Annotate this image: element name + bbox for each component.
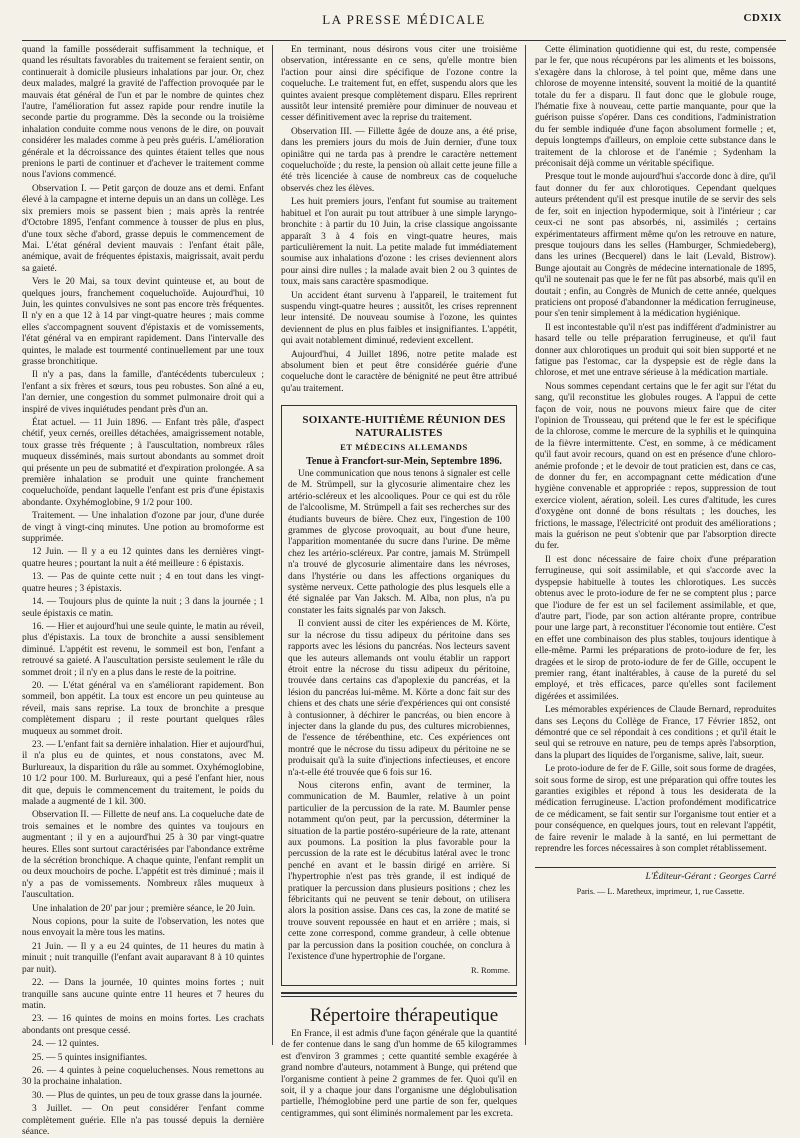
paragraph: 26. — 4 quintes à peine coqueluchenses. Nous remettons au 30 la prochaine inhalation. [22,1065,264,1088]
column-left [22,45,272,1137]
repertoire-title: Répertoire thérapeutique [309,1004,499,1026]
paragraph: 14. — Toujours plus de quinte la nuit ; 3 dans la journée ; 1 seule épistaxis ce matin. [22,597,264,619]
paragraph: quand la famille posséderait suffisamment la technique, et quand les résultats favorables du traitement se feraient sentir, on continuerait à domicile plusieurs inhalations par jour. Or, chez deux malades, malgré la gravité de l'affection provoquée par le mauvais état général de l'un et par le nombre de quintes chez l'autre, l'amélioration fut assez rapide pour rendre inutile la seconde partie du programme. Dès la seconde ou la troisième inhalation conduite comme nous venons de le dire, on pouvait considérer les malades comme à peu près guéris. L'amélioration générale et la décroissance des quintes étaient telles que nous prenions le parti de continuer et d'achever le traitement comme nous l'avions commencé. [22,45,264,181]
paragraph: 3 Juillet. — On peut considérer l'enfant comme complètement guérie. Elle n'a pas toussé depuis la dernière séance. [22,1104,264,1137]
paragraph: État actuel. — 11 Juin 1896. — Enfant très pâle, d'aspect chétif, yeux cernés, oreilles détachées, amaigrissement notable, toux grasse très fréquente ; à l'auscultation, nombreux râles muqueux disséminés, mais surtout abondants au sommet droit qui présente un peu de submatité et d'expiration prolongée. A sa première inhalation se produit une quinte franchement coqueluchoïde, pendant laquelle l'enfant est pris d'une épistaxis abondante. Oxyhémoglobine, 9 1/2 pour 100. [22,418,264,508]
paragraph: Il est donc nécessaire de faire choix d'une préparation ferrugineuse, qui soit assimilable, et qui s'accorde avec la dyspepsie habituelle à toutes les chlorotiques. Les succès obtenus avec le proto-iodure de fer ne se comptent plus ; parce que l'iodure de fer est un sel facilement assimilable, et que, d'autre part, l'iode, par son action altérante propre, contribue pour une large part, à reconstituer l'économie tout entière. C'est en effet une combinaison des plus stables, toujours identique à elle-même. Parmi les préparations de proto-iodure de fer, les dragées et le sirop de proto-iodure de fer de Gille, occupent le premier rang, étant inaltérables, à cause de la pureté du sel employé, et très efficaces, parce qu'elles sont facilement digérées et assimilées. [535,554,776,702]
congress-title: SOIXANTE-HUITIÈME RÉUNION DES NATURALISTES [302,414,506,440]
paragraph: Aujourd'hui, 4 Juillet 1896, notre petite malade est absolument bien et peut être considérée guérie d'une coqueluche dont le caractère de bénignité ne peut être attribué qu'au traitement. [281,349,517,394]
congress-report-box [281,405,517,986]
paragraph: Vers le 20 Mai, sa toux devint quinteuse et, au bout de quelques jours, franchement coqueluchoïde. Aujourd'hui, 10 Juin, les quintes convulsives ne sont pas encore très fréquentes. Il n'y en a que 12 à 14 par vingt-quatre heures ; mais comme elles s'accompagnent souvent d'épistaxis et de vomissements, l'état général va en empirant rapidement. Dans l'intervalle des quintes, le malade est tourmenté continuellement par une toux grasse bronchitique. [22,277,264,367]
column-right [526,45,776,1045]
imprint [535,867,776,897]
paragraph: Les huit premiers jours, l'enfant fut soumise au traitement habituel et l'on aurait pu tout attribuer à une simple laryngo-bronchite : à partir du 10 Juin, la crise classique angoissante apparaît 3 à 4 fois en vingt-quatre heures, mais particulièrement la nuit. La petite malade fut immédiatement soumise aux inhalations d'ozone : les crises deviennent alors pour ainsi dire nulles ; la malade avait bien 2 ou 3 quintes de toux, mais sans caractère spasmodique. [281,197,517,288]
observation-1: Observation I. — Petit garçon de douze ans et demi. Enfant élevé à la campagne et interne depuis un an dans un collège. Les six premiers mois se passent bien ; mais après la rentrée d'Octobre 1895, l'enfant commence à tousser de plus en plus, d'une toux sèche d'abord, grasse depuis le commencement de Mai. L'état général devient mauvais : l'enfant était pâle, anémique, avait de fréquentes épistaxis, maigrissait, avait perdu sa gaieté. [22,183,264,274]
paragraph: Il est incontestable qu'il n'est pas indifférent d'administrer au hasard telle ou telle préparation ferrugineuse, et qu'il faut donner aux chlorotiques un produit qui soit bien supporté et ne fatigue pas l'estomac, car la dyspepsie est de règle dans la chlorose, et met une entrave sérieuse à la médication martiale. [535,322,776,379]
section-divider [281,992,517,997]
column-middle [272,45,526,1119]
paragraph: 16. — Hier et aujourd'hui une seule quinte, le matin au réveil, plus d'épistaxis. La toux de bronchite a aussi sensiblement diminué. L'appétit est revenu, le sommeil est bon, l'enfant a retrouvé sa gaieté. A l'auscultation persiste seulement le râle du sommet droit ; il n'y en a plus dans le reste de la poitrine. [22,621,264,678]
paragraph: 23. — 16 quintes de moins en moins fortes. Les crachats abondants ont presque cessé. [22,1014,264,1036]
paragraph: Presque tout le monde aujourd'hui s'accorde donc à dire, qu'il faut donner du fer aux chlorotiques. Cependant quelques auteurs prétendent qu'il est presque inutile de se servir des sels de fer, soit en injection hypodermique, soit à l'intérieur ; car ceux-ci ne sont pas absorbés, ni, assimilés ; certains expérimentateurs affirment même qu'on les retrouve en nature, presque toujours dans les selles (Hamburger, Schmiedeberg), dans les urines (Becquerel) dans le lait (Levald, Bistrow). Bunge ajoutait au Congrès de médecine internationale de 1895, qu'il ne soutenait pas que le fer ne fût pas absorbé, mais qu'il en doutait ; enfin, au Congrès de Munich de cette année, quelques praticiens ont proposé d'abandonner la médication ferrugineuse, pour s'en tenir simplement à la médication hygiénique. [535,172,776,320]
page-number: CDXIX [743,12,782,24]
text-columns [22,45,786,1137]
congress-meta: Tenue à Francfort-sur-Mein, Septembre 1896. [306,455,502,467]
journal-title: LA PRESSE MÉDICALE [322,12,486,27]
paragraph: Une communication que nous tenons à signaler est celle de M. Strümpell, sur la glycosurie alimentaire chez les artério-scléreux et les alcooliques. Pour ce qui est du rôle de l'alcoolisme, M. Strümpell a fait ses recherches sur des étudiants buveurs de bière. Chez eux, l'ingestion de 100 grammes de glycose provoquait, au bout d'une heure, l'apparition momentanée du sucre dans l'urine. De même chez les artério-scléreux. Par contre, jamais M. Strümpell n'a trouvé de glycosurie alimentaire dans les névroses, dans l'hystérie ou dans les affections organiques du système nerveux. Cette pathologie des plus lesquels elle a été signalée par Van Jaksch. M. Alba, non plus, n'a pu constater les faits signalés par von Jaksch. [288,469,510,616]
congress-subtitle: ET MÉDECINS ALLEMANDS [340,442,468,453]
page-header [22,0,786,41]
paragraph: 24. — 12 quintes. [32,1039,99,1050]
paragraph: Il convient aussi de citer les expériences de M. Körte, sur la nécrose du tissu adipeux du péritoine dans ses rapports avec les lésions du pancréas. Nos lecteurs savent que les auteurs allemands ont voulu établir un rapport étroit entre la nécrose du tissu adipeux du péritoine, trouvée dans certains cas d'apoplexie du pancréas, et la lésion du pancréas lui-même. M. Körte a donc fait sur des chiens et des chats une série d'expériences qui ont consisté à contusionner, à déchirer le pancréas, ou bien encore à injecter dans la glande du pus, des cultures microbiennes, de l'essence de térébenthine, etc. Ces expériences ont montré que le nécrose du tissu adipeux du péritoine ne se produisait qu'à la suite d'injections infectieuses, et encore n'a-t-elle été trouvée que 6 fois sur 16. [288,619,510,778]
paragraph: Nous sommes cependant certains que le fer agit sur l'état du sang, qu'il reconstitue les globules rouges. A l'appui de cette façon de voir, nous ne pouvons mieux faire que de citer l'opinion de Trousseau, qui prétend que le fer est le spécifique de la chlorose, comme le mercure de la syphilis et le quinquina de la fièvre intermittente. C'est, en somme, à ce médicament qu'il faut avoir recours, quand on est en présence d'une chloro-anémie profonde ; et le devoir de tout praticien est, dans ce cas, de donner du fer, en accompagnant cette médication d'une hygiène convenable et appropriée : repos, suppression de tout exercice violent, aération, soleil. Les cures d'altitude, les cures d'oxygène ont donné de bons résultats ; les douches, les frictions, le massage, l'électricité ont produit des améliorations ; mais la guérison ne peut s'obtenir que par l'absorption directe du fer. [535,381,776,552]
observation-2: Observation II. — Fillette de neuf ans. La coqueluche date de trois semaines et le nombre des quintes va toujours en augmentant ; il y en a aujourd'hui 25 à 30 par vingt-quatre heures. Elles sont surtout caractérisées par l'abondance extrême de la sécrétion bronchique. A chaque quinte, l'enfant remplit un ou deux mouchoirs de poche. L'appétit est très diminué ; mais il n'y a pas de vomissements. Nombreux râles muqueux à l'auscultation. [22,810,264,901]
paragraph: Un accident étant survenu à l'appareil, le traitement fut suspendu vingt-quatre heures ; aussitôt, les crises reprennent leur intensité. De nouveau soumise à l'ozone, les quintes deviennent de plus en plus faibles et insignifiantes. L'appétit, qui avait notablement diminué, redevient excellent. [281,290,517,347]
paragraph: Le proto-iodure de fer de F. Gille, soit sous forme de dragées, soit sous forme de sirop, est une préparation qui offre toutes les garanties exigibles et répond à tous les desiderata de la médication ferrugineuse. L'action profondément modificatrice de ce médicament, se fait sentir sur l'organisme tout entier et a pour conséquence, en quelques jours, tout en relevant l'appétit, de faire revenir le malade à la santé, en lui permettant de reprendre les forces nécessaires à son complet rétablissement. [535,764,776,855]
paragraph: 21 Juin. — Il y a eu 24 quintes, de 11 heures du matin à minuit ; nuit tranquille (l'enfant avait auparavant 8 à 10 quintes par nuit). [22,941,264,975]
paragraph: 12 Juin. — Il y a eu 12 quintes dans les dernières vingt-quatre heures ; pourtant la nuit a été meilleure : 6 épistaxis. [22,547,264,569]
observation-3: Observation III. — Fillette âgée de douze ans, a été prise, dans les premiers jours du mois de Juin dernier, d'une toux opiniâtre qui ne tarda pas à prendre le caractère nettement coqueluchoïde ; du reste, la pension où allait cette jeune fille a été très licenciée à cause de nombreux cas de coqueluche observés chez les élèves. [281,126,517,194]
author-signature: R. Romme. [471,965,510,976]
paragraph: 30. — Plus de quintes, un peu de toux grasse dans la journée. [32,1090,262,1101]
paragraph: 23. — L'enfant fait sa dernière inhalation. Hier et aujourd'hui, il n'a plus eu de quintes, et nous constatons, avec M. Burlureaux, la disparition du râle au sommet. Oxyhémoglobine, 10 1/2 pour 100. M. Burlureaux, qui a pesé l'enfant hier, nous dit que, depuis le commencement du traitement, le poids du malade a augmenté de 1 kil. 300. [22,739,264,807]
paragraph: En terminant, nous désirons vous citer une troisième observation, intéressante en ce sens, qu'elle montre bien l'action pour ainsi dire spécifique de l'ozone contre la coqueluche. Le traitement fut, en effet, suspendu alors que les quintes avaient presque complètement disparu. Elles reprirent aussitôt leur intensité première pour diminuer de nouveau et cesser définitivement avec la reprise du traitement. [281,45,517,124]
editor-line: L'Éditeur-Gérant : Georges Carré [645,872,776,883]
paragraph: 22. — Dans la journée, 10 quintes moins fortes ; nuit tranquille sans aucune quinte entre 11 heures et 7 heures du matin. [22,978,264,1011]
paragraph: Nous citerons enfin, avant de terminer, la communication de M. Baumler, relative à un point particulier de la percussion de la rate. M. Baumler pense notamment qu'on peut, par la percussion, déterminer la situation de la partie postéro-supérieure de la rate, attenant aux poumons. La position la plus favorable pour la percussion de la rate est le décubitus latéral avec le tronc penché en avant et le bassin dirigé en arrière. Si l'hypertrophie n'est pas très grande, il est indiqué de pratiquer la percussion dans plusieurs positions ; chez les fébricitants qui ne peuvent se tenir debout, on utilisera alors la position assise. Dans ces cas, la zone de matité se trouve souvent repoussée en haut et en arrière ; mais, si cette zone correspond, comme grandeur, à celle obtenue par la percussion dans la position couchée, on conclura à l'existence d'une hypertrophie de l'organe. [288,780,510,963]
paragraph: 20. — L'état général va en s'améliorant rapidement. Bon sommeil, bon appétit. La toux est encore un peu quinteuse au réveil, mais sans reprise. La toux de bronchite a presque complètement disparu ; il reste pourtant quelques râles muqueux au sommet droit. [22,680,264,737]
paragraph: Nous copions, pour la suite de l'observation, les notes que nous envoyait la mère tous les matins. [22,917,264,939]
paragraph: Une inhalation de 20' par jour ; première séance, le 20 Juin. [32,903,256,914]
paragraph: 13. — Pas de quinte cette nuit ; 4 en tout dans les vingt-quatre heures ; 3 épistaxis. [22,572,264,594]
paragraph: Il n'y a pas, dans la famille, d'antécédents tuberculeux ; l'enfant a six frères et sœurs, tous peu robustes. Son aîné a eu, l'an dernier, une congestion du sommet pulmonaire droit qui a inspiré de vives inquiétudes pendant près d'un an. [22,370,264,415]
printer-line: Paris. — L. Maretheux, imprimeur, 1, rue Cassette. [576,886,745,896]
paragraph: 25. — 5 quintes insignifiantes. [32,1052,148,1063]
paragraph: Les mémorables expériences de Claude Bernard, reproduites dans ses Leçons du Collège de France, 17 Février 1852, ont démontré que ce sel répondait à ces conditions ; et qu'il était le seul qui se retrouve en nature, peu de temps après l'absorption, dans la plupart des liquides de l'organisme, salive, lait, sueur. [535,705,776,761]
paragraph: En France, il est admis d'une façon générale que la quantité de fer contenue dans le sang d'un homme de 65 kilogrammes est d'environ 3 grammes ; cette quantité semble exagérée à grand nombre d'auteurs, notamment à Bunge, qui prétend que l'organisme contient à peine 2 grammes de fer. Quoi qu'il en soit, il y a chaque jour dans l'organisme une déglobulisation partielle, l'hémoglobine perd une partie de son fer, quelques centigrammes, qui sont éliminés normalement par les excreta. [281,1028,517,1119]
paragraph: Cette élimination quotidienne qui est, du reste, compensée par le fer, que nous récupérons par les aliments et les boissons, s'exagère dans la chlorose, à tel point que, même dans une chlorose de moyenne intensité, souvent la moitié de la quantité totale du fer a disparu. Il faut donc que le globule rouge, l'hématie fixe à nouveau, cette partie manquante, pour que la guérison puisse s'opérer. Dans ces conditions, l'administration du fer semble indiquée d'une façon absolument formelle ; et, depuis longtemps d'ailleurs, on emploie cette substance dans le traitement de la chlorose et de l'anémie ; Sydenham la préconisait déjà comme un véritable spécifique. [535,45,776,170]
paragraph: Traitement. — Une inhalation d'ozone par jour, d'une durée de vingt à vingt-cinq minutes. Une potion au bromoforme est supprimée. [22,511,264,545]
